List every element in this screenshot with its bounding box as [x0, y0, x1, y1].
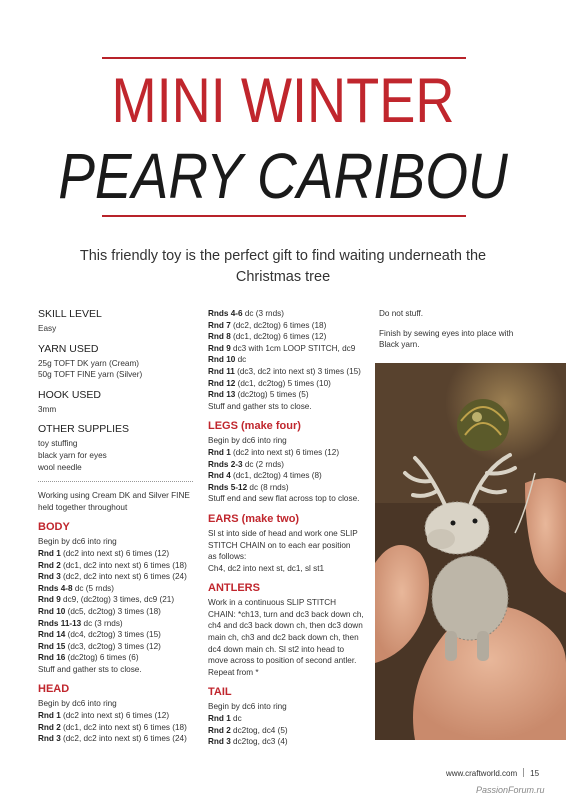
- instruction-line: Rnds 4-8 dc (5 rnds): [38, 583, 114, 593]
- instruction-line: Rnd 1 (dc2 into next st) 6 times (12): [38, 548, 170, 558]
- instruction-line: Rnds 2-3 dc (2 rnds): [208, 459, 284, 469]
- ears-line: Ch4, dc2 into next st, dc1, sl st1: [208, 563, 325, 573]
- instruction-line: Rnd 3 (dc2, dc2 into next st) 6 times (24): [38, 572, 187, 582]
- column-2: [208, 308, 370, 748]
- head-instructions-continued: [208, 308, 370, 412]
- antlers-line: move across to position of second antler.: [208, 656, 357, 666]
- tail-instructions: [208, 701, 370, 747]
- column-1: [38, 308, 198, 745]
- instruction-line: Stuff and gather sts to close.: [38, 664, 142, 674]
- yarn-line: 50g TOFT FINE yarn (Silver): [38, 370, 143, 380]
- watermark: PassionForum.ru: [476, 785, 545, 795]
- title-line-1: MINI WINTER: [111, 66, 455, 136]
- instruction-line: Rnd 13 (dc2tog) 5 times (5): [208, 390, 309, 400]
- instruction-line: Rnd 10 dc: [208, 355, 247, 365]
- hook-heading: HOOK USED: [38, 388, 102, 401]
- body-instructions: [38, 536, 198, 675]
- skill-heading: SKILL LEVEL: [38, 308, 102, 320]
- instruction-line: Rnd 2 (dc1, dc2 into next st) 6 times (18): [38, 722, 187, 732]
- ears-line: as follows:: [208, 552, 247, 562]
- instruction-line: Rnds 5-12 dc (8 rnds): [208, 482, 289, 492]
- top-rule: [102, 57, 466, 59]
- note-line: held together throughout: [38, 502, 128, 512]
- supply-item: wool needle: [38, 462, 82, 472]
- instruction-line: Rnd 2 dc2tog, dc4 (5): [208, 725, 288, 735]
- divider: [38, 481, 193, 482]
- footer-site: www.craftworld.com: [446, 769, 518, 778]
- head-heading: HEAD: [38, 683, 70, 696]
- page-number: 15: [530, 769, 540, 778]
- instruction-line: Rnd 4 (dc1, dc2tog) 4 times (8): [208, 471, 322, 481]
- body-heading: BODY: [38, 521, 70, 534]
- instruction-line: Rnd 9 dc9, (dc2tog) 3 times, dc9 (21): [38, 595, 175, 605]
- supplies-heading: OTHER SUPPLIES: [38, 423, 130, 436]
- instruction-line: Begin by dc6 into ring: [208, 702, 287, 712]
- col3-line: Do not stuff.: [379, 309, 423, 318]
- instruction-line: Rnd 7 (dc2, dc2tog) 6 times (18): [208, 320, 327, 330]
- ears-heading: EARS (make two): [208, 512, 300, 525]
- instruction-line: Begin by dc6 into ring: [208, 436, 287, 446]
- instruction-line: Rnd 15 (dc3, dc2tog) 3 times (12): [38, 641, 161, 651]
- supply-item: black yarn for eyes: [38, 450, 107, 460]
- instruction-line: Rnd 9 dc3 with 1cm LOOP STITCH, dc9: [208, 343, 356, 353]
- instruction-line: Begin by dc6 into ring: [38, 699, 117, 709]
- col3-line: Finish by sewing eyes into place with: [379, 328, 514, 338]
- intro-text: This friendly toy is the perfect gift to find waiting underneath the Christmas tree: [79, 248, 487, 285]
- tail-heading: TAIL: [208, 686, 232, 699]
- instruction-line: Rnd 14 (dc4, dc2tog) 3 times (15): [38, 630, 161, 640]
- instruction-line: Rnds 4-6 dc (3 rnds): [208, 309, 284, 318]
- instruction-line: Rnd 1 dc: [208, 714, 242, 724]
- caribou-toy-photo: [375, 363, 566, 740]
- supply-item: toy stuffing: [38, 439, 78, 449]
- instruction-line: Rnd 11 (dc3, dc2 into next st) 3 times (15): [208, 366, 361, 376]
- ears-line: Sl st into side of head and work one SLIP: [208, 528, 358, 538]
- instruction-line: Begin by dc6 into ring: [38, 537, 117, 547]
- antlers-line: ch4 and dc3 back down ch, then dc3 down: [208, 621, 363, 631]
- yarn-line: 25g TOFT DK yarn (Cream): [38, 358, 140, 368]
- instruction-line: Stuff and gather sts to close.: [208, 401, 312, 411]
- antlers-heading: ANTLERS: [208, 582, 260, 595]
- instruction-line: Rnd 3 dc2tog, dc3 (4): [208, 737, 288, 747]
- antlers-line: dc4 down main ch. Sl st2 into head to: [208, 644, 345, 654]
- photo-illustration: [375, 363, 566, 740]
- footer: [446, 768, 539, 778]
- note-line: Working using Cream DK and Silver FINE: [38, 491, 190, 501]
- antlers-line: Work in a continuous SLIP STITCH: [208, 598, 337, 608]
- ears-line: STITCH CHAIN on to each ear position: [208, 540, 351, 550]
- instruction-line: Rnd 8 (dc1, dc2tog) 6 times (12): [208, 332, 327, 342]
- instruction-line: Rnd 1 (dc2 into next st) 6 times (12): [38, 711, 170, 721]
- instruction-line: Rnd 3 (dc2, dc2 into next st) 6 times (24): [38, 734, 187, 744]
- antlers-line: main ch, ch3 and dc2 back down ch, then: [208, 633, 359, 643]
- antlers-line: Repeat from *: [208, 667, 259, 677]
- bottom-rule: [102, 215, 466, 217]
- head-instructions: [38, 698, 198, 744]
- instruction-line: Rnds 11-13 dc (3 rnds): [38, 618, 123, 628]
- title-line-2: PEARY CARIBOU: [58, 140, 508, 212]
- antlers-line: CHAIN: *ch13, turn and dc3 back down ch,: [208, 609, 364, 619]
- yarn-heading: YARN USED: [38, 342, 99, 355]
- legs-heading: LEGS (make four): [208, 420, 301, 433]
- instruction-line: Rnd 1 (dc2 into next st) 6 times (12): [208, 447, 340, 457]
- instruction-line: Rnd 12 (dc1, dc2tog) 5 times (10): [208, 378, 331, 388]
- skill-value: Easy: [38, 324, 57, 333]
- instruction-line: Rnd 2 (dc1, dc2 into next st) 6 times (18): [38, 560, 187, 570]
- instruction-line: Rnd 16 (dc2tog) 6 times (6): [38, 653, 139, 663]
- instruction-line: Stuff end and sew flat across top to close.: [208, 494, 360, 504]
- instruction-line: Rnd 10 (dc5, dc2tog) 3 times (18): [38, 606, 161, 616]
- legs-instructions: [208, 435, 370, 505]
- col3-line: Black yarn.: [379, 340, 420, 350]
- column-3: [379, 308, 539, 351]
- hook-value: 3mm: [38, 404, 57, 414]
